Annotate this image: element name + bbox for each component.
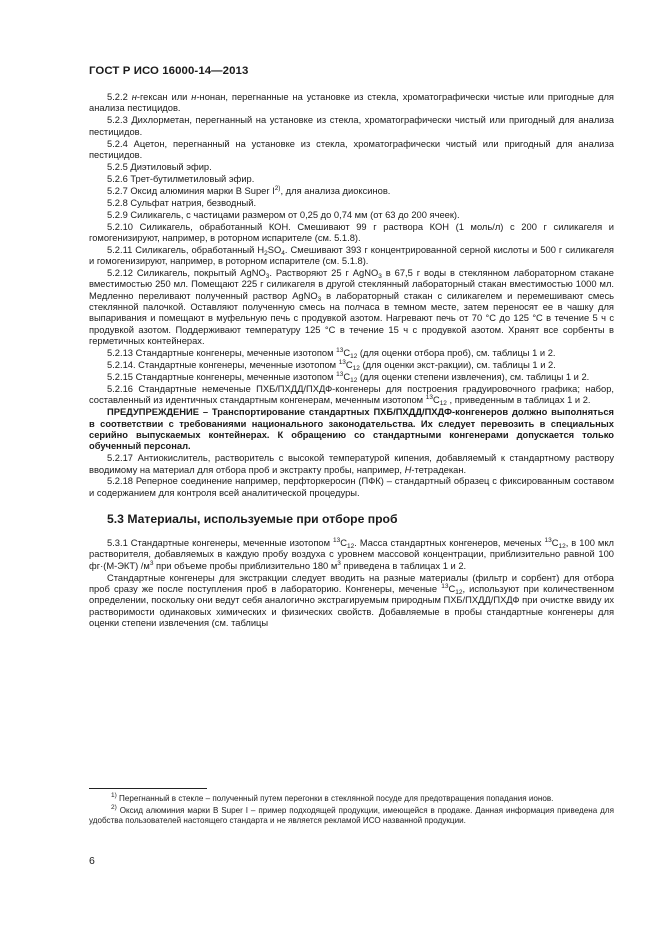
paragraph-5-2-8: 5.2.8 Сульфат натрия, безводный. [107, 197, 257, 208]
paragraph-5-2-14: 5.2.14. Стандартные конгенеры, меченные изотопом $^{13}C_{12}$ (для оценки экст-ракции), см. таблицы 1 и 2. [107, 359, 556, 373]
document-header: ГОСТ Р ИСО 16000-14—2013 [89, 65, 249, 77]
warning-paragraph: ПРЕДУПРЕЖДЕНИЕ – Транспортирование стандартных ПХБ/ПХДД/ПХДФ-конгенеров должно выполняться в соответствии с требованиями национального законодательства. Их следует перевозить в специальных серийно выпускаемых контейнерах. К обращению со стандартными конгенерами допускается только обученный персонал. [89, 407, 614, 452]
footnote-ref: 2) [274, 184, 281, 192]
paragraph-5-2-4: 5.2.4 Ацетон, перегнанный на установке из стекла, хроматографически чистый или пригодный для анализа пестицидов. [89, 138, 614, 160]
paragraph-5-2-17: 5.2.17 Антиокислитель, растворитель с высокой температурой кипения, добавляемый к стандартному раствору вводимому на материал для отбора проб и экстракту пробы, например, Н-тетрадекан. [89, 453, 614, 475]
paragraph-5-2-6: 5.2.6 Трет-бутилметиловый эфир. [107, 173, 255, 184]
paragraph-extraction-congeners: Стандартные конгенеры для экстракции следует вводить на разные материалы (фильтр и сорбент) для отбора проб сразу же после поступления проб в лабораторию. Конгенеры, меченые $^{13}C_{12}$, используют при количественном определении, поскольку они ведут себя аналогично экстрагируемым природным ПХБ/ПХДД/ПХДФ при очистке ввиду их растворимости одинаковых химических и физических свойств. Добавляемые в пробы стандартные конгенеры для оценки степени извлечения (см. таблицы [89, 572, 614, 629]
page-number: 6 [89, 855, 95, 867]
paragraph-5-2-12: 5.2.12 Силикагель, покрытый AgNO$_3$. Растворяют 25 г AgNO$_3$ в 67,5 г воды в стеклянном лабораторном стакане вместимостью 250 мл. Помещают 225 г силикагеля в другой стеклянный лабораторный стакан вместимостью 1000 мл. Медленно переливают полученный раствор AgNO$_3$ в лабораторный стакан с силикагелем и перемешивают смесь стеклянной палочкой. Оставляют полученную смесь на полчаса в темном месте, затем переносят ее в чашку для выпаривания и помещают в муфельную печь с продувкой азотом. Нагревают печь от 70 °С до 125 °С в течение 5 ч с продувкой азотом. Поддерживают температуру 125 °С в течение 15 ч с продувкой азотом. Хранят все сорбенты в герметичных контейнерах. [89, 268, 614, 347]
paragraph-5-2-15: 5.2.15 Стандартные конгенеры, меченные изотопом $^{13}C_{12}$ (для оценки степени извлечения), см. таблицы 1 и 2. [107, 370, 590, 384]
footnote-2: $^{2)}$ Оксид алюминия марки В Super I – пример подходящей продукции, имеющейся в продаже. Данная информация приведена для удобства пользователей настоящего стандарта и не является рекламой ИСО названной продукции. [89, 804, 614, 825]
footnote-1: $^{1)}$ Перегнанный в стекле – полученный путем перегонки в стеклянной посуде для предотвращения попадания ионов. [111, 792, 554, 803]
paragraph-5-2-16: 5.2.16 Стандартные немеченые ПХБ/ПХДД/ПХДФ-конгенеры для построения градуировочного графика; набор, составленный из идентичных стандартным конгенерам, меченным изотопом $^{13}C_{12}$ , приведенным в таблицах 1 и 2. [89, 383, 614, 408]
paragraph-5-2-11: 5.2.11 Силикагель, обработанный $H_2SO_4$. Смешивают 393 г концентрированной серной кислоты и 500 г силикагеля и гомогенизируют, например, в роторном испарителе (см. 5.1.8). [89, 244, 614, 267]
footnotes [89, 794, 614, 828]
paragraph-5-2-18: 5.2.18 Реперное соединение например, перфторкеросин (ПФК) – стандартный образец с фиксированным составом и содержанием для контроля всей аналитической процедуры. [89, 476, 614, 498]
paragraph-5-2-10: 5.2.10 Силикагель, обработанный КОН. Смешивают 99 г раствора КОН (1 моль/л) с 200 г силикагеля и гомогенизируют, например, в роторном испарителе (см. 5.1.8). [89, 221, 614, 243]
paragraph-5-3-1: 5.3.1 Стандартные конгенеры, меченные изотопом $^{13}C_{12}$. Масса стандартных конгенеров, меченых $^{13}C_{12}$, в 100 мкл растворителя, добавляемых в каждую пробу воздуха с уровнем массовой концентрации, приблизительно равной 100 фг·(М-ЭКТ) $/м^3$ при объеме пробы приблизительно 180 $м^3$ приведена в таблицах 1 и 2. [89, 537, 614, 571]
paragraph-5-2-5: 5.2.5 Диэтиловый эфир. [107, 161, 212, 172]
section-heading-5-3: 5.3 Материалы, используемые при отборе проб [107, 512, 398, 527]
paragraph-5-2-7: 5.2.7 Оксид алюминия марки В Super $I^{2)}$, для анализа диоксинов. [107, 184, 391, 196]
paragraph-5-2-2: 5.2.2 н-гексан или н-нонан, перегнанные на установке из стекла, хроматографически чистые или пригодные для анализа пестицидов. [89, 92, 614, 114]
footnote-divider [89, 788, 207, 789]
paragraph-5-2-9: 5.2.9 Силикагель, с частицами размером от 0,25 до 0,74 мм (от 63 до 200 ячеек). [107, 209, 460, 220]
paragraph-5-2-13: 5.2.13 Стандартные конгенеры, меченные изотопом $^{13}C_{12}$ (для оценки отбора проб), см. таблицы 1 и 2. [107, 347, 556, 361]
document-body [89, 92, 614, 629]
paragraph-5-2-3: 5.2.3 Дихлорметан, перегнанный на установке из стекла, хроматографически чистый или пригодный для анализа пестицидов. [89, 115, 614, 137]
